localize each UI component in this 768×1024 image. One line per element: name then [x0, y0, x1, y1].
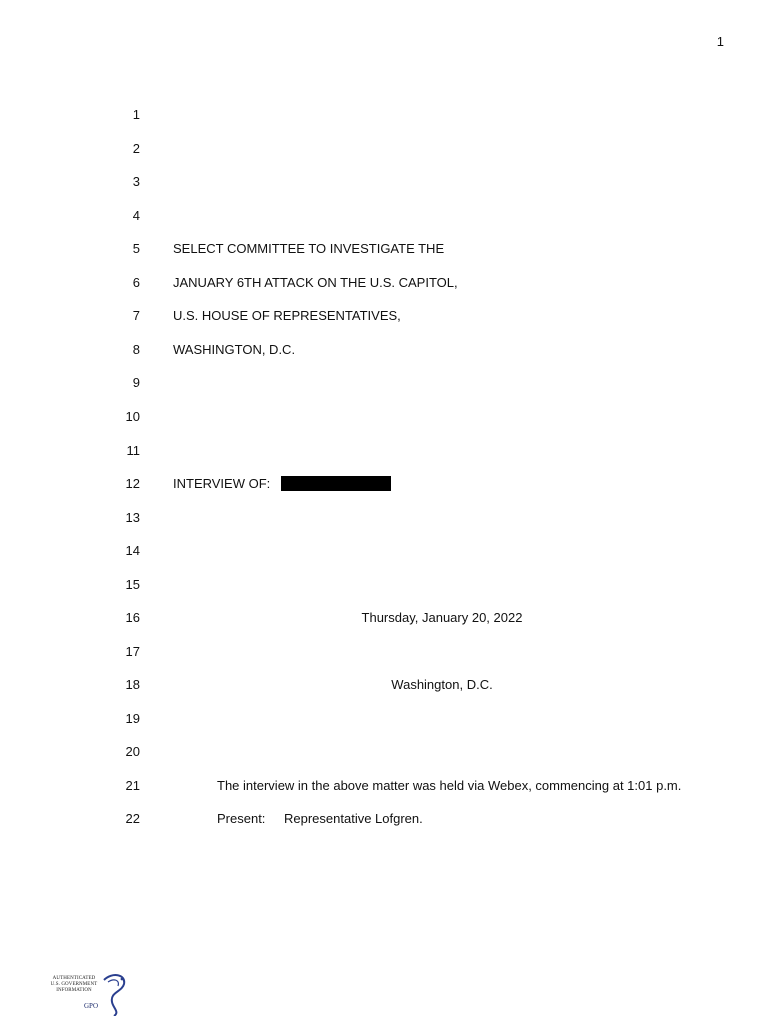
logo-line: INFORMATION: [56, 988, 92, 993]
heading-line: U.S. HOUSE OF REPRESENTATIVES,: [173, 308, 401, 323]
interview-date: Thursday, January 20, 2022: [361, 610, 523, 625]
line-number: 9: [132, 375, 140, 390]
line-number: 11: [126, 443, 140, 458]
line-number: 20: [125, 744, 140, 759]
line-number: 1: [132, 107, 140, 122]
line-number: 21: [125, 778, 140, 793]
transcript-line: [0, 575, 768, 595]
transcript-line: [0, 742, 768, 762]
transcript-line: [0, 675, 768, 695]
line-number: 7: [132, 308, 140, 323]
line-number: 19: [125, 711, 140, 726]
transcript-line: [0, 541, 768, 561]
heading-line: SELECT COMMITTEE TO INVESTIGATE THE: [173, 241, 445, 256]
transcript-line: [0, 206, 768, 226]
redaction-box: [281, 476, 391, 491]
line-number: 3: [132, 174, 140, 189]
transcript-line: [0, 105, 768, 125]
line-number: 17: [125, 644, 140, 659]
interview-statement: The interview in the above matter was held via Webex, commencing at 1:01 p.m.: [217, 778, 682, 793]
transcript-line: [0, 239, 768, 259]
line-number: 14: [125, 543, 140, 558]
line-number: 13: [125, 510, 140, 525]
logo-caption: [44, 976, 104, 994]
logo-gpo-text: GPO: [84, 1002, 99, 1010]
transcript-line: [0, 172, 768, 192]
line-number: 15: [125, 577, 140, 592]
line-number: 16: [125, 610, 140, 625]
line-number: 22: [125, 811, 140, 826]
logo-line: AUTHENTICATED: [52, 976, 96, 981]
line-number: 18: [125, 677, 140, 692]
line-number: 2: [132, 141, 140, 156]
line-number: 8: [132, 342, 140, 357]
page-number: 1: [716, 34, 724, 49]
line-number: 5: [132, 241, 140, 256]
transcript-line: [0, 340, 768, 360]
line-number: 4: [132, 208, 140, 223]
transcript-line: [0, 642, 768, 662]
eagle-icon: [100, 972, 130, 1016]
transcript-line: [0, 139, 768, 159]
heading-line: JANUARY 6TH ATTACK ON THE U.S. CAPITOL,: [173, 275, 458, 290]
transcript-line: [0, 474, 768, 494]
line-number: 12: [125, 476, 140, 491]
transcript-line: [0, 373, 768, 393]
line-number: 10: [125, 409, 140, 424]
transcript-line: [0, 273, 768, 293]
interview-location: Washington, D.C.: [391, 677, 493, 692]
transcript-line: [0, 709, 768, 729]
transcript-line: [0, 508, 768, 528]
transcript-line: [0, 608, 768, 628]
transcript-line: [0, 306, 768, 326]
present-members: Representative Lofgren.: [284, 811, 423, 826]
logo-line: U.S. GOVERNMENT: [50, 982, 98, 987]
transcript-line: [0, 407, 768, 427]
gpo-authenticated-logo: [44, 972, 130, 1016]
transcript-line: [0, 441, 768, 461]
line-number: 6: [132, 275, 140, 290]
interview-of-label: INTERVIEW OF:: [173, 476, 271, 491]
transcript-line: [0, 776, 768, 796]
heading-line: WASHINGTON, D.C.: [173, 342, 296, 357]
present-label: Present:: [217, 811, 266, 826]
transcript-line: [0, 809, 768, 829]
